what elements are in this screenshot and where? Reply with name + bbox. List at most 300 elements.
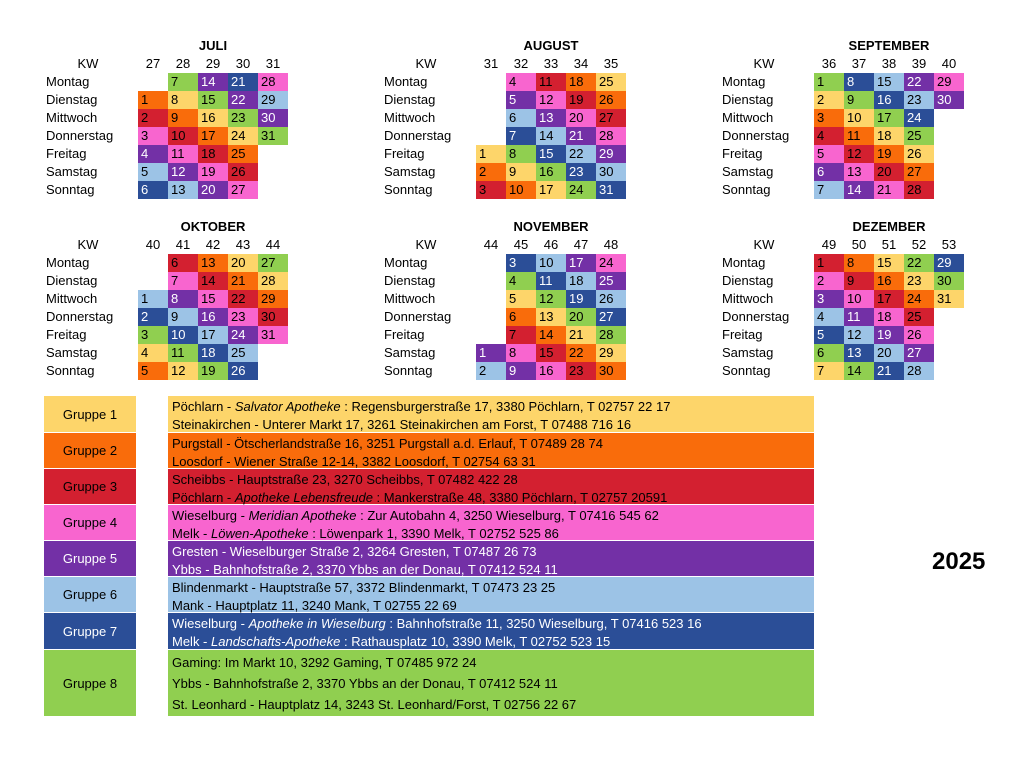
weekday-label: Donnerstag bbox=[722, 128, 790, 143]
month-august bbox=[382, 38, 626, 199]
day-cell: 27 bbox=[904, 163, 934, 181]
day-cell: 27 bbox=[904, 344, 934, 362]
day-cell: 21 bbox=[874, 362, 904, 380]
month-title: SEPTEMBER bbox=[848, 38, 930, 53]
day-cell: 19 bbox=[566, 91, 596, 109]
day-cell: 2 bbox=[814, 91, 844, 109]
kw-number: 31 bbox=[265, 56, 281, 71]
day-cell: 30 bbox=[258, 109, 288, 127]
day-cell: 23 bbox=[566, 362, 596, 380]
weekday-row bbox=[382, 308, 626, 326]
day-cell: 20 bbox=[198, 181, 228, 199]
day-cell: 30 bbox=[934, 272, 964, 290]
kw-number: 42 bbox=[205, 237, 221, 252]
group-label: Gruppe 7 bbox=[44, 613, 136, 649]
day-cell: 14 bbox=[844, 362, 874, 380]
day-cell: 1 bbox=[138, 290, 168, 308]
kw-number: 50 bbox=[851, 237, 867, 252]
day-cell: 30 bbox=[934, 91, 964, 109]
weekday-row bbox=[720, 91, 964, 109]
day-cell: 16 bbox=[198, 109, 228, 127]
kw-number: 36 bbox=[821, 56, 837, 71]
day-cell: 22 bbox=[904, 254, 934, 272]
day-cell: 5 bbox=[138, 362, 168, 380]
day-cell: 16 bbox=[874, 272, 904, 290]
pharmacy-text: Blindenmarkt - Hauptstraße 57, 3372 Blindenmarkt, T 07473 23 25 bbox=[172, 580, 556, 595]
weekday-label: Freitag bbox=[46, 146, 87, 161]
legend-group-5 bbox=[44, 541, 814, 576]
kw-number: 44 bbox=[265, 237, 281, 252]
day-cell: 19 bbox=[198, 163, 228, 181]
pharmacy-text: Melk - bbox=[172, 526, 211, 541]
day-cell: 25 bbox=[904, 308, 934, 326]
weekday-row bbox=[382, 272, 626, 290]
kw-label: KW bbox=[753, 56, 775, 71]
day-cell: 20 bbox=[228, 254, 258, 272]
day-cell: 23 bbox=[228, 109, 258, 127]
day-cell: 24 bbox=[904, 290, 934, 308]
weekday-row bbox=[382, 109, 626, 127]
weekday-label: Donnerstag bbox=[384, 309, 452, 324]
day-cell: 29 bbox=[258, 91, 288, 109]
weekday-row bbox=[720, 73, 964, 91]
day-cell: 12 bbox=[168, 163, 198, 181]
day-cell: 8 bbox=[168, 91, 198, 109]
year-label: 2025 bbox=[932, 548, 986, 575]
day-cell: 27 bbox=[596, 109, 626, 127]
weekday-row bbox=[720, 290, 964, 308]
day-cell: 4 bbox=[506, 73, 536, 91]
weekday-label: Samstag bbox=[722, 164, 774, 179]
day-cell: 8 bbox=[168, 290, 198, 308]
weekday-label: Sonntag bbox=[46, 363, 95, 378]
day-cell: 19 bbox=[198, 362, 228, 380]
day-cell: 29 bbox=[596, 145, 626, 163]
weekday-label: Freitag bbox=[384, 146, 425, 161]
day-cell: 7 bbox=[506, 326, 536, 344]
day-cell: 31 bbox=[934, 290, 964, 308]
weekday-row bbox=[44, 308, 288, 326]
pharmacy-text: : Rathausplatz 10, 3390 Melk, T 02752 523 15 bbox=[340, 634, 611, 649]
weekday-row bbox=[720, 272, 964, 290]
weekday-label: Sonntag bbox=[384, 363, 433, 378]
weekday-row bbox=[44, 290, 288, 308]
weekday-row bbox=[382, 145, 626, 163]
day-cell: 26 bbox=[228, 362, 258, 380]
weekday-row bbox=[44, 326, 288, 344]
weekday-label: Mittwoch bbox=[46, 110, 98, 125]
day-cell: 22 bbox=[228, 91, 258, 109]
day-cell: 11 bbox=[168, 344, 198, 362]
day-cell: 4 bbox=[138, 344, 168, 362]
kw-label: KW bbox=[415, 237, 437, 252]
day-cell: 15 bbox=[536, 344, 566, 362]
day-cell: 21 bbox=[566, 326, 596, 344]
pharmacy-entry bbox=[172, 416, 814, 434]
kw-label: KW bbox=[77, 237, 99, 252]
day-cell: 28 bbox=[596, 326, 626, 344]
day-cell: 4 bbox=[506, 272, 536, 290]
pharmacy-list bbox=[168, 433, 814, 468]
day-cell: 14 bbox=[844, 181, 874, 199]
day-cell: 24 bbox=[904, 109, 934, 127]
day-cell: 11 bbox=[168, 145, 198, 163]
day-cell: 15 bbox=[198, 91, 228, 109]
day-cell: 17 bbox=[198, 326, 228, 344]
day-cell: 22 bbox=[228, 290, 258, 308]
pharmacy-entry bbox=[172, 652, 814, 673]
pharmacy-text: Loosdorf - Wiener Straße 12-14, 3382 Loosdorf, T 02754 63 31 bbox=[172, 454, 536, 469]
weekday-row bbox=[382, 326, 626, 344]
weekday-label: Montag bbox=[46, 255, 90, 270]
pharmacy-entry bbox=[172, 694, 814, 715]
day-cell: 9 bbox=[168, 109, 198, 127]
weekday-row bbox=[720, 181, 964, 199]
legend-group-8 bbox=[44, 650, 814, 716]
day-cell: 15 bbox=[874, 254, 904, 272]
kw-number: 27 bbox=[145, 56, 161, 71]
day-cell: 15 bbox=[874, 73, 904, 91]
weekday-row bbox=[44, 272, 288, 290]
day-cell: 29 bbox=[934, 254, 964, 272]
weekday-row bbox=[382, 91, 626, 109]
day-cell: 13 bbox=[168, 181, 198, 199]
day-cell: 3 bbox=[506, 254, 536, 272]
day-cell: 28 bbox=[904, 181, 934, 199]
pharmacy-entry bbox=[172, 673, 814, 694]
pharmacy-list bbox=[168, 650, 814, 716]
day-cell: 18 bbox=[198, 344, 228, 362]
kw-number: 34 bbox=[573, 56, 589, 71]
day-cell: 2 bbox=[138, 308, 168, 326]
kw-number: 45 bbox=[513, 237, 529, 252]
day-cell: 1 bbox=[814, 73, 844, 91]
group-label: Gruppe 3 bbox=[44, 469, 136, 504]
day-cell: 5 bbox=[814, 326, 844, 344]
day-cell: 18 bbox=[874, 127, 904, 145]
weekday-row bbox=[382, 362, 626, 380]
weekday-label: Samstag bbox=[722, 345, 774, 360]
day-cell: 6 bbox=[814, 344, 844, 362]
day-cell: 10 bbox=[844, 109, 874, 127]
kw-number: 33 bbox=[543, 56, 559, 71]
pharmacy-text: : Mankerstraße 48, 3380 Pöchlarn, T 02757 20591 bbox=[372, 490, 668, 505]
kw-number: 41 bbox=[175, 237, 191, 252]
day-cell: 17 bbox=[874, 109, 904, 127]
weekday-label: Dienstag bbox=[384, 92, 436, 107]
weekday-row bbox=[382, 254, 626, 272]
kw-number: 53 bbox=[941, 237, 957, 252]
day-cell: 2 bbox=[138, 109, 168, 127]
pharmacy-list bbox=[168, 613, 814, 649]
day-cell: 21 bbox=[228, 272, 258, 290]
kw-number: 46 bbox=[543, 237, 559, 252]
day-cell: 3 bbox=[814, 109, 844, 127]
kw-number: 40 bbox=[941, 56, 957, 71]
day-cell: 24 bbox=[566, 181, 596, 199]
weekday-label: Freitag bbox=[722, 146, 763, 161]
group-label: Gruppe 8 bbox=[44, 650, 136, 716]
weekday-label: Sonntag bbox=[384, 182, 433, 197]
kw-number: 52 bbox=[911, 237, 927, 252]
month-title: NOVEMBER bbox=[513, 219, 589, 234]
day-cell: 7 bbox=[168, 73, 198, 91]
day-cell: 7 bbox=[814, 362, 844, 380]
day-cell: 20 bbox=[874, 344, 904, 362]
day-cell: 3 bbox=[814, 290, 844, 308]
weekday-label: Samstag bbox=[46, 164, 98, 179]
day-cell: 26 bbox=[596, 91, 626, 109]
day-cell: 6 bbox=[506, 109, 536, 127]
weekday-row bbox=[382, 290, 626, 308]
group-label: Gruppe 1 bbox=[44, 396, 136, 432]
day-cell: 24 bbox=[228, 326, 258, 344]
day-cell: 5 bbox=[814, 145, 844, 163]
day-cell: 26 bbox=[904, 326, 934, 344]
weekday-label: Dienstag bbox=[722, 92, 774, 107]
month-title: JULI bbox=[198, 38, 228, 53]
group-label: Gruppe 6 bbox=[44, 577, 136, 612]
weekday-label: Dienstag bbox=[46, 92, 98, 107]
pharmacy-text: : Zur Autobahn 4, 3250 Wieselburg, T 07416 545 62 bbox=[356, 508, 659, 523]
day-cell: 21 bbox=[566, 127, 596, 145]
weekday-row bbox=[44, 181, 288, 199]
day-cell: 11 bbox=[844, 308, 874, 326]
kw-number: 48 bbox=[603, 237, 619, 252]
day-cell: 29 bbox=[258, 290, 288, 308]
day-cell: 30 bbox=[258, 308, 288, 326]
weekday-label: Mittwoch bbox=[384, 110, 436, 125]
pharmacy-text: Melk - bbox=[172, 634, 211, 649]
weekday-label: Samstag bbox=[46, 345, 98, 360]
day-cell: 1 bbox=[476, 344, 506, 362]
day-cell: 31 bbox=[258, 326, 288, 344]
weekday-label: Montag bbox=[46, 74, 90, 89]
day-cell: 16 bbox=[198, 308, 228, 326]
weekday-label: Sonntag bbox=[722, 182, 771, 197]
kw-number: 44 bbox=[483, 237, 499, 252]
day-cell: 13 bbox=[536, 109, 566, 127]
group-label: Gruppe 4 bbox=[44, 505, 136, 540]
day-cell: 16 bbox=[536, 163, 566, 181]
weekday-row bbox=[44, 254, 288, 272]
day-cell: 17 bbox=[874, 290, 904, 308]
legend-group-3 bbox=[44, 469, 814, 504]
weekday-label: Donnerstag bbox=[46, 128, 114, 143]
day-cell: 6 bbox=[168, 254, 198, 272]
day-cell: 18 bbox=[874, 308, 904, 326]
pharmacy-list bbox=[168, 541, 814, 576]
weekday-row bbox=[720, 163, 964, 181]
day-cell: 26 bbox=[596, 290, 626, 308]
day-cell: 13 bbox=[536, 308, 566, 326]
day-cell: 3 bbox=[138, 326, 168, 344]
day-cell: 31 bbox=[258, 127, 288, 145]
pharmacy-text: : Bahnhofstraße 11, 3250 Wieselburg, T 07416 523 16 bbox=[385, 616, 702, 631]
day-cell: 23 bbox=[228, 308, 258, 326]
pharmacy-name: Salvator Apotheke bbox=[234, 399, 341, 414]
day-cell: 16 bbox=[874, 91, 904, 109]
day-cell: 12 bbox=[536, 290, 566, 308]
day-cell: 1 bbox=[814, 254, 844, 272]
pharmacy-text: Mank - Hauptplatz 11, 3240 Mank, T 02755 22 69 bbox=[172, 598, 457, 613]
weekday-label: Dienstag bbox=[384, 273, 436, 288]
month-dezember bbox=[720, 219, 964, 380]
pharmacy-text: Scheibbs - Hauptstraße 23, 3270 Scheibbs, T 07482 422 28 bbox=[172, 472, 518, 487]
pharmacy-entry bbox=[172, 579, 814, 597]
pharmacy-text: Wieselburg - bbox=[172, 616, 249, 631]
day-cell: 18 bbox=[566, 73, 596, 91]
day-cell: 10 bbox=[506, 181, 536, 199]
day-cell: 29 bbox=[596, 344, 626, 362]
day-cell: 28 bbox=[596, 127, 626, 145]
day-cell: 13 bbox=[844, 344, 874, 362]
day-cell: 6 bbox=[138, 181, 168, 199]
day-cell: 25 bbox=[596, 272, 626, 290]
day-cell: 8 bbox=[506, 145, 536, 163]
kw-number: 49 bbox=[821, 237, 837, 252]
kw-number: 32 bbox=[513, 56, 529, 71]
day-cell: 20 bbox=[566, 308, 596, 326]
weekday-label: Mittwoch bbox=[722, 110, 774, 125]
month-title: AUGUST bbox=[523, 38, 579, 53]
day-cell: 17 bbox=[566, 254, 596, 272]
pharmacy-text: Wieselburg - bbox=[172, 508, 249, 523]
day-cell: 10 bbox=[168, 127, 198, 145]
weekday-row bbox=[720, 362, 964, 380]
day-cell: 30 bbox=[596, 362, 626, 380]
day-cell: 8 bbox=[844, 254, 874, 272]
legend-group-1 bbox=[44, 396, 814, 432]
month-september bbox=[720, 38, 964, 199]
weekday-label: Mittwoch bbox=[46, 291, 98, 306]
pharmacy-text: Purgstall - Ötscherlandstraße 16, 3251 Purgstall a.d. Erlauf, T 07489 28 74 bbox=[172, 436, 603, 451]
weekday-label: Freitag bbox=[46, 327, 87, 342]
pharmacy-text: Gresten - Wieselburger Straße 2, 3264 Gresten, T 07487 26 73 bbox=[172, 544, 537, 559]
day-cell: 14 bbox=[536, 127, 566, 145]
day-cell: 9 bbox=[844, 91, 874, 109]
day-cell: 3 bbox=[138, 127, 168, 145]
month-title: DEZEMBER bbox=[852, 219, 926, 234]
weekday-row bbox=[382, 181, 626, 199]
day-cell: 7 bbox=[168, 272, 198, 290]
pharmacy-entry bbox=[172, 471, 814, 489]
day-cell: 2 bbox=[476, 163, 506, 181]
day-cell: 27 bbox=[596, 308, 626, 326]
day-cell: 23 bbox=[904, 91, 934, 109]
pharmacy-name: Apotheke Lebensfreude bbox=[234, 490, 373, 505]
legend-group-2 bbox=[44, 433, 814, 468]
kw-number: 51 bbox=[881, 237, 897, 252]
weekday-row bbox=[382, 73, 626, 91]
day-cell: 4 bbox=[814, 127, 844, 145]
day-cell: 4 bbox=[814, 308, 844, 326]
weekday-row bbox=[44, 145, 288, 163]
day-cell: 30 bbox=[596, 163, 626, 181]
weekday-row bbox=[382, 344, 626, 362]
day-cell: 10 bbox=[844, 290, 874, 308]
day-cell: 25 bbox=[904, 127, 934, 145]
day-cell: 6 bbox=[506, 308, 536, 326]
day-cell: 2 bbox=[476, 362, 506, 380]
day-cell: 19 bbox=[874, 145, 904, 163]
kw-number: 40 bbox=[145, 237, 161, 252]
kw-number: 43 bbox=[235, 237, 251, 252]
pharmacy-entry bbox=[172, 398, 814, 416]
day-cell: 13 bbox=[198, 254, 228, 272]
weekday-row bbox=[720, 308, 964, 326]
kw-label: KW bbox=[415, 56, 437, 71]
weekday-label: Mittwoch bbox=[722, 291, 774, 306]
weekday-label: Montag bbox=[384, 255, 428, 270]
pharmacy-entry bbox=[172, 507, 814, 525]
day-cell: 11 bbox=[844, 127, 874, 145]
day-cell: 12 bbox=[536, 91, 566, 109]
day-cell: 10 bbox=[536, 254, 566, 272]
day-cell: 28 bbox=[258, 272, 288, 290]
day-cell: 8 bbox=[506, 344, 536, 362]
kw-number: 30 bbox=[235, 56, 251, 71]
pharmacy-text: : Regensburgerstraße 17, 3380 Pöchlarn, T 02757 22 17 bbox=[340, 399, 671, 414]
kw-number: 28 bbox=[175, 56, 191, 71]
day-cell: 21 bbox=[228, 73, 258, 91]
weekday-row bbox=[720, 127, 964, 145]
legend-group-4 bbox=[44, 505, 814, 540]
pharmacy-text: Ybbs - Bahnhofstraße 2, 3370 Ybbs an der Donau, T 07412 524 11 bbox=[172, 562, 558, 577]
day-cell: 18 bbox=[198, 145, 228, 163]
weekday-label: Samstag bbox=[384, 164, 436, 179]
kw-number: 35 bbox=[603, 56, 619, 71]
day-cell: 1 bbox=[138, 91, 168, 109]
kw-number: 29 bbox=[205, 56, 221, 71]
day-cell: 12 bbox=[844, 145, 874, 163]
day-cell: 27 bbox=[228, 181, 258, 199]
pharmacy-name: Meridian Apotheke bbox=[248, 508, 357, 523]
pharmacy-text: Pöchlarn - bbox=[172, 399, 235, 414]
weekday-label: Freitag bbox=[384, 327, 425, 342]
day-cell: 3 bbox=[476, 181, 506, 199]
day-cell: 20 bbox=[874, 163, 904, 181]
day-cell: 6 bbox=[814, 163, 844, 181]
pharmacy-list bbox=[168, 396, 814, 432]
kw-number: 31 bbox=[483, 56, 499, 71]
weekday-row bbox=[720, 326, 964, 344]
pharmacy-name: Apotheke in Wieselburg bbox=[248, 616, 386, 631]
pharmacy-entry bbox=[172, 615, 814, 633]
day-cell: 5 bbox=[138, 163, 168, 181]
day-cell: 31 bbox=[596, 181, 626, 199]
kw-label: KW bbox=[77, 56, 99, 71]
day-cell: 26 bbox=[904, 145, 934, 163]
weekday-row bbox=[720, 254, 964, 272]
month-juli bbox=[44, 38, 288, 199]
legend-group-7 bbox=[44, 613, 814, 649]
pharmacy-text: Gaming: Im Markt 10, 3292 Gaming, T 07485 972 24 bbox=[172, 655, 477, 670]
weekday-label: Donnerstag bbox=[46, 309, 114, 324]
day-cell: 10 bbox=[168, 326, 198, 344]
pharmacy-text: St. Leonhard - Hauptplatz 14, 3243 St. Leonhard/Forst, T 02756 22 67 bbox=[172, 697, 577, 712]
day-cell: 23 bbox=[904, 272, 934, 290]
weekday-label: Montag bbox=[722, 255, 766, 270]
weekday-label: Donnerstag bbox=[384, 128, 452, 143]
day-cell: 25 bbox=[596, 73, 626, 91]
weekday-row bbox=[44, 91, 288, 109]
weekday-row bbox=[382, 127, 626, 145]
day-cell: 22 bbox=[566, 344, 596, 362]
legend-group-6 bbox=[44, 577, 814, 612]
day-cell: 7 bbox=[506, 127, 536, 145]
day-cell: 15 bbox=[536, 145, 566, 163]
